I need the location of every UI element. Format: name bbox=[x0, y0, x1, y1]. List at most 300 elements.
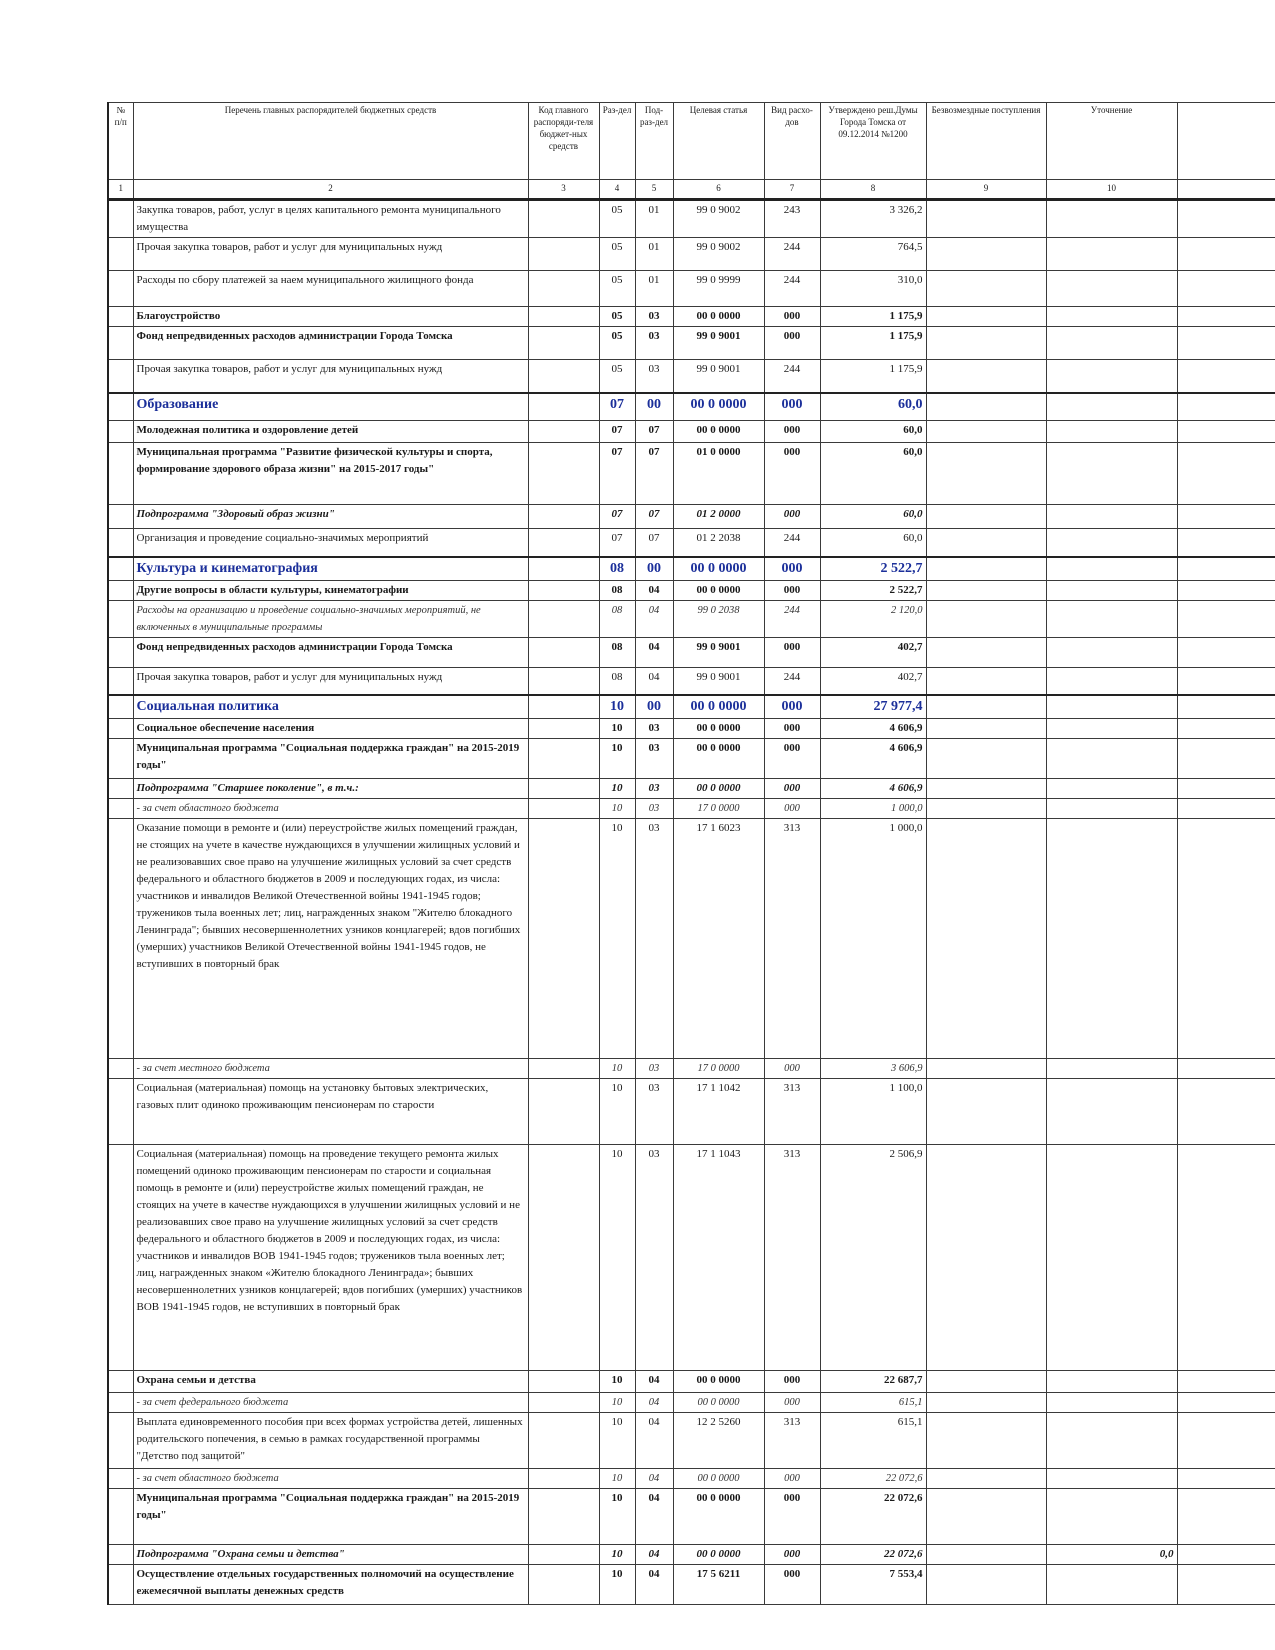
approved-amount: 22 687,7 bbox=[820, 1371, 926, 1393]
grant-receipts-cell bbox=[926, 529, 1046, 557]
section-code: 07 bbox=[599, 443, 635, 505]
expense-type-code: 313 bbox=[764, 1079, 820, 1145]
table-row bbox=[108, 1393, 1275, 1413]
row-number-cell bbox=[108, 200, 133, 238]
manager-code-cell bbox=[528, 1393, 599, 1413]
expense-type-code: 000 bbox=[764, 1545, 820, 1565]
expense-type-code: 000 bbox=[764, 580, 820, 600]
manager-code-cell bbox=[528, 557, 599, 581]
manager-code-cell bbox=[528, 421, 599, 443]
table-row bbox=[108, 819, 1275, 1059]
row-number-cell bbox=[108, 327, 133, 360]
budget-item-name: Фонд непредвиденных расходов администрации Города Томска bbox=[133, 327, 528, 360]
extra-cell bbox=[1177, 1545, 1275, 1565]
table-row bbox=[108, 529, 1275, 557]
clarification-amount bbox=[1046, 505, 1177, 529]
header-row bbox=[108, 103, 1275, 180]
budget-item-name: Выплата единовременного пособия при всех формах устройства детей, лишенных родительского попечения, в семью в рамках государственной программы "Детство под защитой" bbox=[133, 1413, 528, 1469]
table-row bbox=[108, 695, 1275, 719]
section-code: 08 bbox=[599, 580, 635, 600]
manager-code-cell bbox=[528, 1371, 599, 1393]
expense-type-code: 244 bbox=[764, 667, 820, 695]
expense-type-code: 000 bbox=[764, 799, 820, 819]
section-code: 10 bbox=[599, 1413, 635, 1469]
extra-cell bbox=[1177, 667, 1275, 695]
table-row bbox=[108, 799, 1275, 819]
section-code: 10 bbox=[599, 1545, 635, 1565]
approved-amount: 310,0 bbox=[820, 271, 926, 307]
column-number: 7 bbox=[764, 180, 820, 200]
subsection-code: 04 bbox=[635, 1565, 673, 1605]
approved-amount: 60,0 bbox=[820, 393, 926, 421]
target-article-code: 00 0 0000 bbox=[673, 695, 764, 719]
header-cell: Код главного распоряди-теля бюджет-ных средств bbox=[528, 103, 599, 180]
approved-amount: 2 120,0 bbox=[820, 600, 926, 637]
budget-item-name: Оказание помощи в ремонте и (или) переустройстве жилых помещений граждан, не стоящих на учете в качестве нуждающихся в улучшении жилищных условий и не реализовавших свое право на улучшение жилищных условий за счет средств федерального и областного бюджетов в 2009 и последующих годах, из числа: участников и инвалидов Великой Отечественной войны 1941-1945 годов; тружеников тыла военных лет; лиц, награжденных знаком "Жителю блокадного Ленинграда"; бывших несовершеннолетних узников концлагерей; вдов погибших (умерших) участников Великой Отечественной войны 1941-1945 годов, не вступивших в повторный брак bbox=[133, 819, 528, 1059]
row-number-cell bbox=[108, 1079, 133, 1145]
budget-item-name: Муниципальная программа "Развитие физической культуры и спорта, формирование здорового образа жизни" на 2015-2017 годы" bbox=[133, 443, 528, 505]
extra-cell bbox=[1177, 637, 1275, 667]
subsection-code: 04 bbox=[635, 580, 673, 600]
clarification-amount bbox=[1046, 529, 1177, 557]
row-number-cell bbox=[108, 307, 133, 327]
subsection-code: 03 bbox=[635, 719, 673, 739]
manager-code-cell bbox=[528, 271, 599, 307]
row-number-cell bbox=[108, 819, 133, 1059]
subsection-code: 03 bbox=[635, 1059, 673, 1079]
target-article-code: 00 0 0000 bbox=[673, 739, 764, 779]
expense-type-code: 244 bbox=[764, 600, 820, 637]
table-row bbox=[108, 1079, 1275, 1145]
table-row bbox=[108, 557, 1275, 581]
section-code: 10 bbox=[599, 695, 635, 719]
expense-type-code: 000 bbox=[764, 739, 820, 779]
subsection-code: 07 bbox=[635, 529, 673, 557]
section-code: 10 bbox=[599, 1145, 635, 1371]
approved-amount: 60,0 bbox=[820, 529, 926, 557]
approved-amount: 22 072,6 bbox=[820, 1469, 926, 1489]
row-number-cell bbox=[108, 238, 133, 271]
expense-type-code: 000 bbox=[764, 307, 820, 327]
table-row bbox=[108, 1489, 1275, 1545]
subsection-code: 03 bbox=[635, 1079, 673, 1145]
clarification-amount bbox=[1046, 1145, 1177, 1371]
table-row bbox=[108, 637, 1275, 667]
grant-receipts-cell bbox=[926, 557, 1046, 581]
approved-amount: 7 553,4 bbox=[820, 1565, 926, 1605]
subsection-code: 00 bbox=[635, 695, 673, 719]
grant-receipts-cell bbox=[926, 1489, 1046, 1545]
header-cell: Целевая статья bbox=[673, 103, 764, 180]
approved-amount: 22 072,6 bbox=[820, 1489, 926, 1545]
budget-item-name: Организация и проведение социально-значимых мероприятий bbox=[133, 529, 528, 557]
approved-amount: 4 606,9 bbox=[820, 719, 926, 739]
subsection-code: 01 bbox=[635, 271, 673, 307]
row-number-cell bbox=[108, 1489, 133, 1545]
budget-item-name: Другие вопросы в области культуры, кинематографии bbox=[133, 580, 528, 600]
manager-code-cell bbox=[528, 799, 599, 819]
expense-type-code: 000 bbox=[764, 719, 820, 739]
manager-code-cell bbox=[528, 1489, 599, 1545]
manager-code-cell bbox=[528, 667, 599, 695]
extra-cell bbox=[1177, 1565, 1275, 1605]
section-code: 05 bbox=[599, 200, 635, 238]
approved-amount: 27 977,4 bbox=[820, 695, 926, 719]
manager-code-cell bbox=[528, 443, 599, 505]
table-row bbox=[108, 443, 1275, 505]
target-article-code: 00 0 0000 bbox=[673, 1489, 764, 1545]
budget-item-name: Образование bbox=[133, 393, 528, 421]
extra-cell bbox=[1177, 819, 1275, 1059]
clarification-amount bbox=[1046, 580, 1177, 600]
clarification-amount bbox=[1046, 1565, 1177, 1605]
row-number-cell bbox=[108, 443, 133, 505]
subsection-code: 04 bbox=[635, 1371, 673, 1393]
grant-receipts-cell bbox=[926, 421, 1046, 443]
grant-receipts-cell bbox=[926, 819, 1046, 1059]
extra-cell bbox=[1177, 557, 1275, 581]
manager-code-cell bbox=[528, 695, 599, 719]
extra-cell bbox=[1177, 799, 1275, 819]
extra-cell bbox=[1177, 1413, 1275, 1469]
expense-type-code: 000 bbox=[764, 637, 820, 667]
target-article-code: 00 0 0000 bbox=[673, 779, 764, 799]
subsection-code: 03 bbox=[635, 799, 673, 819]
subsection-code: 00 bbox=[635, 393, 673, 421]
budget-item-name: Культура и кинематография bbox=[133, 557, 528, 581]
table-row bbox=[108, 719, 1275, 739]
budget-item-name: Осуществление отдельных государственных полномочий на осуществление ежемесячной выплаты денежных средств bbox=[133, 1565, 528, 1605]
budget-item-name: Подпрограмма "Охрана семьи и детства" bbox=[133, 1545, 528, 1565]
column-number: 5 bbox=[635, 180, 673, 200]
expense-type-code: 000 bbox=[764, 1565, 820, 1605]
expense-type-code: 000 bbox=[764, 327, 820, 360]
row-number-cell bbox=[108, 580, 133, 600]
subsection-code: 07 bbox=[635, 443, 673, 505]
target-article-code: 17 1 6023 bbox=[673, 819, 764, 1059]
table-row bbox=[108, 580, 1275, 600]
manager-code-cell bbox=[528, 1079, 599, 1145]
expense-type-code: 000 bbox=[764, 1469, 820, 1489]
table-row bbox=[108, 200, 1275, 238]
table-row bbox=[108, 739, 1275, 779]
target-article-code: 99 0 9001 bbox=[673, 637, 764, 667]
table-row bbox=[108, 1371, 1275, 1393]
manager-code-cell bbox=[528, 1145, 599, 1371]
row-number-cell bbox=[108, 1565, 133, 1605]
clarification-amount bbox=[1046, 271, 1177, 307]
approved-amount: 1 175,9 bbox=[820, 360, 926, 393]
clarification-amount bbox=[1046, 421, 1177, 443]
table-row bbox=[108, 238, 1275, 271]
subsection-code: 03 bbox=[635, 1145, 673, 1371]
budget-item-name: Прочая закупка товаров, работ и услуг для муниципальных нужд bbox=[133, 238, 528, 271]
table-row bbox=[108, 600, 1275, 637]
target-article-code: 99 0 9999 bbox=[673, 271, 764, 307]
approved-amount: 4 606,9 bbox=[820, 739, 926, 779]
extra-cell bbox=[1177, 1059, 1275, 1079]
expense-type-code: 000 bbox=[764, 1371, 820, 1393]
table-row bbox=[108, 327, 1275, 360]
budget-item-name: Подпрограмма "Здоровый образ жизни" bbox=[133, 505, 528, 529]
budget-item-name: Муниципальная программа "Социальная поддержка граждан" на 2015-2019 годы" bbox=[133, 1489, 528, 1545]
manager-code-cell bbox=[528, 1059, 599, 1079]
budget-item-name: Благоустройство bbox=[133, 307, 528, 327]
budget-item-name: - за счет областного бюджета bbox=[133, 799, 528, 819]
table-row bbox=[108, 1059, 1275, 1079]
header-cell: Уточнение bbox=[1046, 103, 1177, 180]
approved-amount: 2 522,7 bbox=[820, 557, 926, 581]
manager-code-cell bbox=[528, 600, 599, 637]
manager-code-cell bbox=[528, 238, 599, 271]
clarification-amount: 0,0 bbox=[1046, 1545, 1177, 1565]
column-number: 2 bbox=[133, 180, 528, 200]
clarification-amount bbox=[1046, 819, 1177, 1059]
target-article-code: 17 0 0000 bbox=[673, 1059, 764, 1079]
extra-cell bbox=[1177, 307, 1275, 327]
grant-receipts-cell bbox=[926, 327, 1046, 360]
target-article-code: 99 0 9001 bbox=[673, 327, 764, 360]
approved-amount: 1 175,9 bbox=[820, 327, 926, 360]
extra-cell bbox=[1177, 580, 1275, 600]
approved-amount: 402,7 bbox=[820, 667, 926, 695]
row-number-cell bbox=[108, 695, 133, 719]
header-cell: Безвозмездные поступления bbox=[926, 103, 1046, 180]
section-code: 10 bbox=[599, 799, 635, 819]
row-number-cell bbox=[108, 1413, 133, 1469]
manager-code-cell bbox=[528, 327, 599, 360]
grant-receipts-cell bbox=[926, 1059, 1046, 1079]
approved-amount: 402,7 bbox=[820, 637, 926, 667]
budget-item-name: Социальное обеспечение населения bbox=[133, 719, 528, 739]
subsection-code: 03 bbox=[635, 307, 673, 327]
target-article-code: 17 5 6211 bbox=[673, 1565, 764, 1605]
grant-receipts-cell bbox=[926, 360, 1046, 393]
manager-code-cell bbox=[528, 360, 599, 393]
table-row bbox=[108, 667, 1275, 695]
row-number-cell bbox=[108, 529, 133, 557]
approved-amount: 764,5 bbox=[820, 238, 926, 271]
extra-cell bbox=[1177, 327, 1275, 360]
extra-cell bbox=[1177, 529, 1275, 557]
budget-item-name: Расходы на организацию и проведение социально-значимых мероприятий, не включенных в муниципальные программы bbox=[133, 600, 528, 637]
clarification-amount bbox=[1046, 1469, 1177, 1489]
approved-amount: 2 522,7 bbox=[820, 580, 926, 600]
grant-receipts-cell bbox=[926, 695, 1046, 719]
clarification-amount bbox=[1046, 739, 1177, 779]
expense-type-code: 000 bbox=[764, 505, 820, 529]
approved-amount: 60,0 bbox=[820, 421, 926, 443]
subsection-code: 04 bbox=[635, 1469, 673, 1489]
section-code: 10 bbox=[599, 1079, 635, 1145]
budget-table-sheet bbox=[107, 102, 1275, 1605]
row-number-cell bbox=[108, 739, 133, 779]
grant-receipts-cell bbox=[926, 307, 1046, 327]
target-article-code: 00 0 0000 bbox=[673, 1371, 764, 1393]
grant-receipts-cell bbox=[926, 1371, 1046, 1393]
manager-code-cell bbox=[528, 1545, 599, 1565]
subsection-code: 07 bbox=[635, 505, 673, 529]
clarification-amount bbox=[1046, 1413, 1177, 1469]
manager-code-cell bbox=[528, 200, 599, 238]
clarification-amount bbox=[1046, 443, 1177, 505]
budget-item-name: Расходы по сбору платежей за наем муниципального жилищного фонда bbox=[133, 271, 528, 307]
grant-receipts-cell bbox=[926, 779, 1046, 799]
grant-receipts-cell bbox=[926, 1079, 1046, 1145]
manager-code-cell bbox=[528, 819, 599, 1059]
section-code: 08 bbox=[599, 667, 635, 695]
grant-receipts-cell bbox=[926, 739, 1046, 779]
approved-amount: 1 175,9 bbox=[820, 307, 926, 327]
clarification-amount bbox=[1046, 637, 1177, 667]
subsection-code: 00 bbox=[635, 557, 673, 581]
expense-type-code: 000 bbox=[764, 1059, 820, 1079]
grant-receipts-cell bbox=[926, 1545, 1046, 1565]
manager-code-cell bbox=[528, 307, 599, 327]
column-number: 6 bbox=[673, 180, 764, 200]
section-code: 10 bbox=[599, 1565, 635, 1605]
expense-type-code: 000 bbox=[764, 393, 820, 421]
row-number-cell bbox=[108, 505, 133, 529]
budget-item-name: Прочая закупка товаров, работ и услуг для муниципальных нужд bbox=[133, 667, 528, 695]
expense-type-code: 244 bbox=[764, 529, 820, 557]
manager-code-cell bbox=[528, 739, 599, 779]
subsection-code: 03 bbox=[635, 327, 673, 360]
subsection-code: 03 bbox=[635, 360, 673, 393]
row-number-cell bbox=[108, 637, 133, 667]
section-code: 07 bbox=[599, 421, 635, 443]
extra-cell bbox=[1177, 719, 1275, 739]
target-article-code: 12 2 5260 bbox=[673, 1413, 764, 1469]
approved-amount: 22 072,6 bbox=[820, 1545, 926, 1565]
budget-table bbox=[107, 102, 1275, 1605]
clarification-amount bbox=[1046, 1079, 1177, 1145]
column-number: 9 bbox=[926, 180, 1046, 200]
section-code: 05 bbox=[599, 307, 635, 327]
table-row bbox=[108, 779, 1275, 799]
column-number-row bbox=[108, 180, 1275, 200]
extra-cell bbox=[1177, 443, 1275, 505]
manager-code-cell bbox=[528, 505, 599, 529]
section-code: 10 bbox=[599, 1469, 635, 1489]
row-number-cell bbox=[108, 421, 133, 443]
clarification-amount bbox=[1046, 1393, 1177, 1413]
clarification-amount bbox=[1046, 557, 1177, 581]
expense-type-code: 244 bbox=[764, 271, 820, 307]
grant-receipts-cell bbox=[926, 443, 1046, 505]
budget-item-name: - за счет федерального бюджета bbox=[133, 1393, 528, 1413]
budget-item-name: Социальная (материальная) помощь на установку бытовых электрических, газовых плит одиноко проживающим пенсионерам по старости bbox=[133, 1079, 528, 1145]
target-article-code: 00 0 0000 bbox=[673, 1469, 764, 1489]
row-number-cell bbox=[108, 360, 133, 393]
subsection-code: 04 bbox=[635, 1393, 673, 1413]
clarification-amount bbox=[1046, 719, 1177, 739]
clarification-amount bbox=[1046, 200, 1177, 238]
table-row bbox=[108, 505, 1275, 529]
header-cell-empty bbox=[1177, 103, 1275, 180]
section-code: 05 bbox=[599, 327, 635, 360]
target-article-code: 00 0 0000 bbox=[673, 421, 764, 443]
column-number: 8 bbox=[820, 180, 926, 200]
clarification-amount bbox=[1046, 238, 1177, 271]
section-code: 05 bbox=[599, 271, 635, 307]
budget-item-name: Муниципальная программа "Социальная поддержка граждан" на 2015-2019 годы" bbox=[133, 739, 528, 779]
grant-receipts-cell bbox=[926, 200, 1046, 238]
subsection-code: 04 bbox=[635, 600, 673, 637]
extra-cell bbox=[1177, 271, 1275, 307]
approved-amount: 60,0 bbox=[820, 505, 926, 529]
section-code: 05 bbox=[599, 360, 635, 393]
target-article-code: 99 0 9002 bbox=[673, 238, 764, 271]
target-article-code: 01 2 2038 bbox=[673, 529, 764, 557]
extra-cell bbox=[1177, 505, 1275, 529]
extra-cell bbox=[1177, 393, 1275, 421]
expense-type-code: 244 bbox=[764, 360, 820, 393]
column-number: 10 bbox=[1046, 180, 1177, 200]
section-code: 08 bbox=[599, 600, 635, 637]
table-row bbox=[108, 1545, 1275, 1565]
table-row bbox=[108, 393, 1275, 421]
budget-item-name: Социальная политика bbox=[133, 695, 528, 719]
manager-code-cell bbox=[528, 779, 599, 799]
target-article-code: 99 0 2038 bbox=[673, 600, 764, 637]
subsection-code: 03 bbox=[635, 819, 673, 1059]
grant-receipts-cell bbox=[926, 799, 1046, 819]
expense-type-code: 000 bbox=[764, 443, 820, 505]
manager-code-cell bbox=[528, 1565, 599, 1605]
row-number-cell bbox=[108, 1371, 133, 1393]
section-code: 07 bbox=[599, 393, 635, 421]
approved-amount: 3 606,9 bbox=[820, 1059, 926, 1079]
grant-receipts-cell bbox=[926, 667, 1046, 695]
subsection-code: 07 bbox=[635, 421, 673, 443]
target-article-code: 99 0 9002 bbox=[673, 200, 764, 238]
grant-receipts-cell bbox=[926, 1413, 1046, 1469]
row-number-cell bbox=[108, 1393, 133, 1413]
table-row bbox=[108, 421, 1275, 443]
manager-code-cell bbox=[528, 580, 599, 600]
row-number-cell bbox=[108, 1059, 133, 1079]
section-code: 08 bbox=[599, 557, 635, 581]
table-row bbox=[108, 271, 1275, 307]
budget-item-name: - за счет местного бюджета bbox=[133, 1059, 528, 1079]
extra-cell bbox=[1177, 1371, 1275, 1393]
clarification-amount bbox=[1046, 393, 1177, 421]
target-article-code: 00 0 0000 bbox=[673, 1393, 764, 1413]
budget-item-name: Социальная (материальная) помощь на проведение текущего ремонта жилых помещений одиноко проживающим пенсионерам по старости и социальная помощь в ремонте и (или) переустройстве жилых помещений граждан, не стоящих на учете в качестве нуждающихся в улучшении жилищных условий и не реализовавших свое право на улучшение жилищных условий за счет средств федерального и областного бюджетов в 2009 и последующих годах, из числа: участников и инвалидов ВОВ 1941-1945 годов; тружеников тыла военных лет; лиц, награжденных знаком «Жителю блокадного Ленинграда»; бывших несовершеннолетних узников концлагерей; вдов погибших (умерших) участников ВОВ 1941-1945 годов, не вступивших в повторный брак bbox=[133, 1145, 528, 1371]
expense-type-code: 243 bbox=[764, 200, 820, 238]
target-article-code: 17 1 1042 bbox=[673, 1079, 764, 1145]
subsection-code: 03 bbox=[635, 739, 673, 779]
subsection-code: 01 bbox=[635, 200, 673, 238]
manager-code-cell bbox=[528, 529, 599, 557]
table-row bbox=[108, 1145, 1275, 1371]
extra-cell bbox=[1177, 200, 1275, 238]
grant-receipts-cell bbox=[926, 580, 1046, 600]
budget-item-name: Подпрограмма "Старшее поколение", в т.ч.: bbox=[133, 779, 528, 799]
grant-receipts-cell bbox=[926, 271, 1046, 307]
section-code: 10 bbox=[599, 1393, 635, 1413]
approved-amount: 4 606,9 bbox=[820, 779, 926, 799]
clarification-amount bbox=[1046, 360, 1177, 393]
header-cell: Вид расхо-дов bbox=[764, 103, 820, 180]
target-article-code: 00 0 0000 bbox=[673, 1545, 764, 1565]
grant-receipts-cell bbox=[926, 637, 1046, 667]
extra-cell bbox=[1177, 1469, 1275, 1489]
approved-amount: 2 506,9 bbox=[820, 1145, 926, 1371]
column-number-empty bbox=[1177, 180, 1275, 200]
grant-receipts-cell bbox=[926, 238, 1046, 271]
